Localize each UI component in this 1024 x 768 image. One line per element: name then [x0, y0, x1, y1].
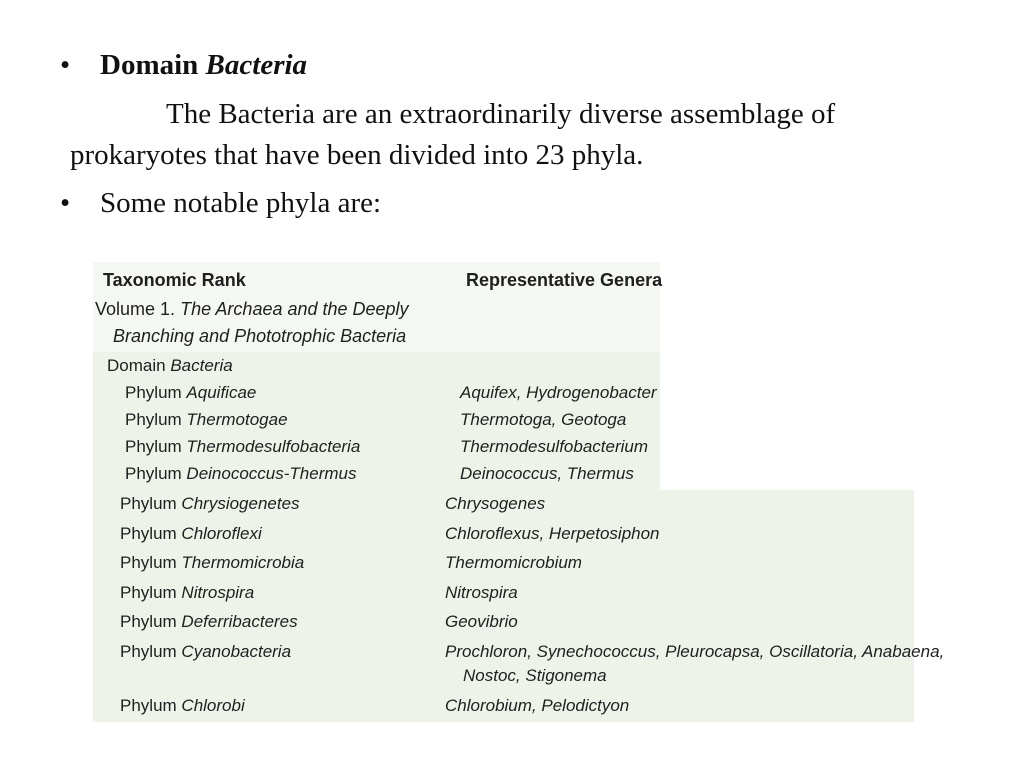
table-row-genera: Thermomicrobium [445, 553, 582, 572]
domain-name: Bacteria [205, 49, 308, 81]
bullet-marker: • [60, 49, 71, 81]
volume-title-line-2: Branching and Phototrophic Bacteria [113, 326, 407, 346]
taxonomy-table-image-bottom [93, 490, 945, 722]
table-row-genera: Nitrospira [445, 583, 518, 602]
table-row: Phylum Cyanobacteria [120, 642, 292, 661]
domain-heading [100, 48, 307, 82]
table-row-genera: Thermodesulfobacterium [460, 437, 649, 456]
table-row-genera: Chloroflexus, Herpetosiphon [445, 524, 660, 543]
notable-phyla-text: Some notable phyla are: [100, 187, 382, 219]
domain-row: Domain Bacteria [107, 356, 233, 375]
table-row-genera: Chlorobium, Pelodictyon [445, 696, 630, 715]
table-row: Phylum Deinococcus-Thermus [125, 464, 357, 483]
table-row: Phylum Thermodesulfobacteria [125, 437, 361, 456]
table-row-genera: Geovibrio [445, 612, 518, 631]
table-row-genera: Chrysogenes [445, 494, 546, 513]
header-representative-genera: Representative Genera [466, 270, 663, 290]
taxonomy-table-image-top [93, 262, 663, 490]
table-row: Phylum Chlorobi [120, 696, 245, 715]
table-row-genera: Prochloron, Synechococcus, Pleurocapsa, Oscillatoria, Anabaena, [445, 642, 945, 661]
header-taxonomic-rank: Taxonomic Rank [103, 270, 246, 290]
volume-title-line-1: Volume 1. The Archaea and the Deeply [95, 299, 409, 319]
paragraph-line-2: prokaryotes that have been divided into 23 phyla. [70, 139, 644, 171]
table-row: Phylum Chloroflexi [120, 524, 262, 543]
domain-label: Domain [100, 49, 199, 81]
paragraph-line-1: The Bacteria are an extraordinarily diverse assemblage of [166, 98, 836, 130]
table-row: Phylum Chrysiogenetes [120, 494, 300, 513]
table-row-genera-continued: Nostoc, Stigonema [463, 666, 607, 685]
table-row-genera: Deinococcus, Thermus [460, 464, 634, 483]
table-row: Phylum Thermotogae [125, 410, 288, 429]
table-row: Phylum Aquificae [125, 383, 257, 402]
bullet-marker: • [60, 187, 71, 219]
table-row-genera: Aquifex, Hydrogenobacter [460, 383, 657, 402]
table-row: Phylum Deferribacteres [120, 612, 298, 631]
table-row: Phylum Nitrospira [120, 583, 255, 602]
table-row: Phylum Thermomicrobia [120, 553, 305, 572]
table-row-genera: Thermotoga, Geotoga [460, 410, 627, 429]
